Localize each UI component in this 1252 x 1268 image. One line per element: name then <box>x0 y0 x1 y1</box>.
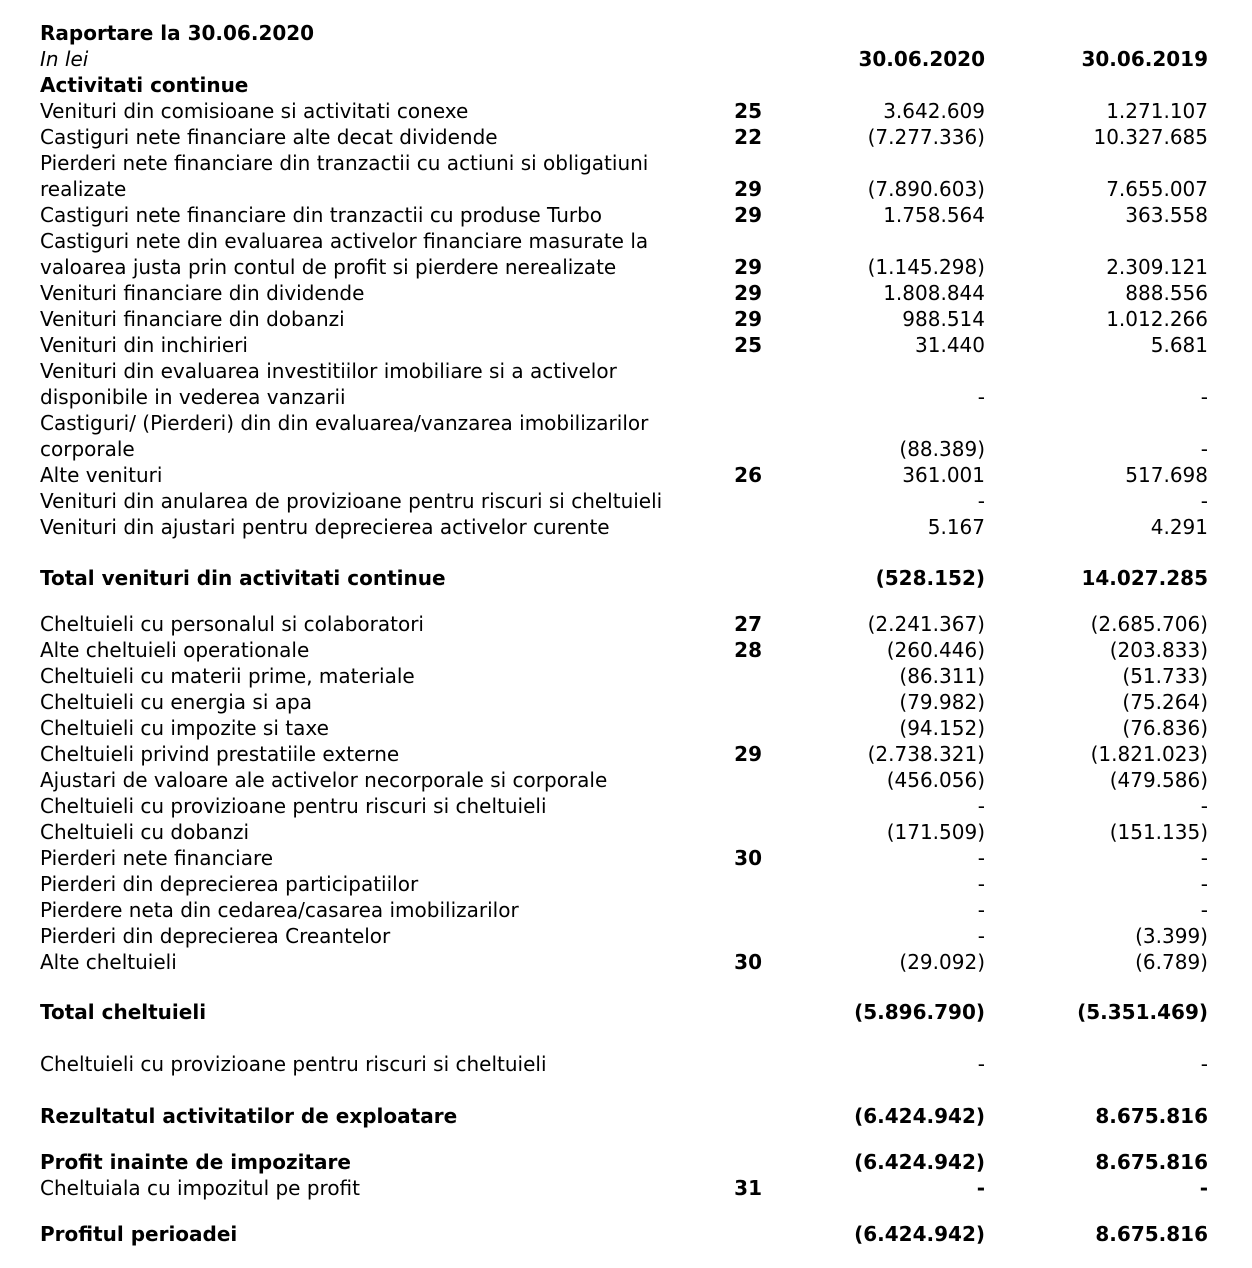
row-value-2019: (75.264) <box>1122 690 1208 714</box>
row-label: valoarea justa prin contul de profit si pierdere nerealizate <box>40 255 617 279</box>
row-value-2019: - <box>1200 489 1208 513</box>
row-value-2020: (6.424.942) <box>854 1222 985 1246</box>
row-value-2020: 361.001 <box>902 463 985 487</box>
row-value-2020: (456.056) <box>886 768 985 792</box>
row-value-2020: (171.509) <box>886 820 985 844</box>
row-value-2019: - <box>1200 794 1208 818</box>
table-row <box>0 280 1252 306</box>
table-row <box>0 384 1252 410</box>
row-note: 29 <box>734 255 762 279</box>
table-row <box>0 254 1252 280</box>
table-row <box>0 332 1252 358</box>
table-row <box>0 949 1252 975</box>
table-row <box>0 488 1252 514</box>
row-label: Total cheltuieli <box>40 1000 207 1024</box>
row-value-2020: - <box>977 898 985 922</box>
row-note: 26 <box>734 463 762 487</box>
row-value-2020: 3.642.609 <box>883 99 985 123</box>
row-value-2019: - <box>1200 872 1208 896</box>
row-note: 29 <box>734 307 762 331</box>
table-row <box>0 611 1252 637</box>
unit-label: In lei <box>40 47 89 71</box>
row-value-2020: (94.152) <box>899 716 985 740</box>
row-value-2020: (7.890.603) <box>867 177 985 201</box>
row-value-2019: 8.675.816 <box>1095 1104 1208 1128</box>
row-label: Cheltuiala cu impozitul pe profit <box>40 1176 360 1200</box>
row-value-2019: 4.291 <box>1150 515 1208 539</box>
row-value-2020: (260.446) <box>886 638 985 662</box>
row-label: Venituri din comisioane si activitati conexe <box>40 99 469 123</box>
row-label: Alte venituri <box>40 463 163 487</box>
row-value-2020: (5.896.790) <box>854 1000 985 1024</box>
table-row <box>0 715 1252 741</box>
row-note: 27 <box>734 612 762 636</box>
row-note: 30 <box>734 950 762 974</box>
row-value-2020: 988.514 <box>902 307 985 331</box>
table-row <box>0 845 1252 871</box>
row-value-2020: 1.758.564 <box>883 203 985 227</box>
row-label: Castiguri nete financiare din tranzactii cu produse Turbo <box>40 203 603 227</box>
row-label: Pierderi din deprecierea Creantelor <box>40 924 391 948</box>
row-value-2020: 31.440 <box>915 333 985 357</box>
table-row <box>0 793 1252 819</box>
row-value-2020: - <box>977 872 985 896</box>
row-value-2020: (79.982) <box>899 690 985 714</box>
row-label: corporale <box>40 437 135 461</box>
total-row <box>0 1221 1252 1247</box>
table-row <box>0 176 1252 202</box>
table-row <box>0 1175 1252 1201</box>
row-value-2019: 1.271.107 <box>1106 99 1208 123</box>
row-value-2019: 5.681 <box>1150 333 1208 357</box>
row-value-2019: (2.685.706) <box>1090 612 1208 636</box>
row-value-2019: 888.556 <box>1125 281 1208 305</box>
report-title: Raportare la 30.06.2020 <box>40 21 315 45</box>
table-row <box>0 741 1252 767</box>
row-note: 25 <box>734 99 762 123</box>
row-note: 28 <box>734 638 762 662</box>
row-note: 22 <box>734 125 762 149</box>
row-label: Total venituri din activitati continue <box>40 566 446 590</box>
row-note: 30 <box>734 846 762 870</box>
row-label: Venituri financiare din dividende <box>40 281 365 305</box>
row-value-2019: (151.135) <box>1109 820 1208 844</box>
row-label: Rezultatul activitatilor de exploatare <box>40 1104 458 1128</box>
total-row <box>0 1103 1252 1129</box>
row-value-2020: (6.424.942) <box>854 1104 985 1128</box>
row-label: Pierderi nete financiare din tranzactii cu actiuni si obligatiuni <box>40 151 649 175</box>
row-value-2020: (6.424.942) <box>854 1150 985 1174</box>
row-value-2020: - <box>976 1176 985 1200</box>
table-row <box>0 514 1252 540</box>
row-note: 29 <box>734 742 762 766</box>
row-note: 29 <box>734 177 762 201</box>
total-row <box>0 999 1252 1025</box>
table-row <box>0 410 1252 436</box>
row-label: Castiguri nete financiare alte decat dividende <box>40 125 498 149</box>
row-value-2019: 517.698 <box>1125 463 1208 487</box>
row-value-2019: (479.586) <box>1109 768 1208 792</box>
table-row <box>0 462 1252 488</box>
row-value-2019: (76.836) <box>1122 716 1208 740</box>
row-value-2019: (6.789) <box>1135 950 1208 974</box>
column-header-2019: 30.06.2019 <box>1081 47 1208 71</box>
row-label: Cheltuieli cu provizioane pentru riscuri si cheltuieli <box>40 794 547 818</box>
table-row <box>0 202 1252 228</box>
row-label: Pierdere neta din cedarea/casarea imobilizarilor <box>40 898 519 922</box>
row-label: realizate <box>40 177 127 201</box>
row-note: 29 <box>734 203 762 227</box>
row-value-2019: - <box>1200 898 1208 922</box>
section-title: Activitati continue <box>40 73 249 97</box>
row-label: Venituri din ajustari pentru deprecierea activelor curente <box>40 515 610 539</box>
unit-row <box>0 46 1252 72</box>
table-row <box>0 436 1252 462</box>
row-label: Cheltuieli cu dobanzi <box>40 820 249 844</box>
table-row <box>0 637 1252 663</box>
row-value-2020: (29.092) <box>899 950 985 974</box>
row-label: Cheltuieli cu impozite si taxe <box>40 716 329 740</box>
row-note: 25 <box>734 333 762 357</box>
row-value-2019: (3.399) <box>1135 924 1208 948</box>
row-label: Cheltuieli privind prestatiile externe <box>40 742 400 766</box>
row-value-2020: (86.311) <box>899 664 985 688</box>
row-value-2019: 10.327.685 <box>1093 125 1208 149</box>
row-label: Castiguri nete din evaluarea activelor financiare masurate la <box>40 229 649 253</box>
row-value-2019: - <box>1200 437 1208 461</box>
row-value-2019: (5.351.469) <box>1077 1000 1208 1024</box>
column-header-2020: 30.06.2020 <box>858 47 985 71</box>
row-value-2020: (7.277.336) <box>867 125 985 149</box>
table-row <box>0 124 1252 150</box>
row-label: disponibile in vederea vanzarii <box>40 385 346 409</box>
row-value-2019: 363.558 <box>1125 203 1208 227</box>
section-row <box>0 72 1252 98</box>
row-label: Pierderi din deprecierea participatiilor <box>40 872 419 896</box>
table-row <box>0 358 1252 384</box>
row-label: Venituri financiare din dobanzi <box>40 307 345 331</box>
row-label: Venituri din inchirieri <box>40 333 248 357</box>
report-title-row <box>0 20 1252 46</box>
table-row <box>0 98 1252 124</box>
row-value-2019: 7.655.007 <box>1106 177 1208 201</box>
row-value-2020: (2.241.367) <box>867 612 985 636</box>
table-row <box>0 228 1252 254</box>
row-value-2019: - <box>1200 1052 1208 1076</box>
row-value-2019: 1.012.266 <box>1106 307 1208 331</box>
row-value-2020: (2.738.321) <box>867 742 985 766</box>
row-value-2020: 1.808.844 <box>883 281 985 305</box>
row-value-2019: - <box>1200 846 1208 870</box>
row-value-2019: (1.821.023) <box>1090 742 1208 766</box>
row-note: 29 <box>734 281 762 305</box>
table-row <box>0 819 1252 845</box>
row-value-2019: 2.309.121 <box>1106 255 1208 279</box>
row-value-2020: - <box>977 1052 985 1076</box>
row-label: Pierderi nete financiare <box>40 846 274 870</box>
row-label: Cheltuieli cu materii prime, materiale <box>40 664 415 688</box>
row-label: Profit inainte de impozitare <box>40 1150 351 1174</box>
row-value-2019: (203.833) <box>1109 638 1208 662</box>
row-value-2020: - <box>977 385 985 409</box>
row-label: Cheltuieli cu personalul si colaboratori <box>40 612 424 636</box>
row-value-2019: - <box>1200 385 1208 409</box>
row-value-2019: - <box>1199 1176 1208 1200</box>
table-row <box>0 150 1252 176</box>
row-label: Profitul perioadei <box>40 1222 238 1246</box>
row-label: Venituri din anularea de provizioane pentru riscuri si cheltuieli <box>40 489 663 513</box>
table-row <box>0 767 1252 793</box>
row-value-2020: (88.389) <box>899 437 985 461</box>
row-label: Venituri din evaluarea investitiilor imobiliare si a activelor <box>40 359 617 383</box>
row-value-2020: - <box>977 924 985 948</box>
total-row <box>0 1149 1252 1175</box>
table-row <box>0 923 1252 949</box>
row-label: Cheltuieli cu provizioane pentru riscuri si cheltuieli <box>40 1052 547 1076</box>
row-label: Alte cheltuieli <box>40 950 177 974</box>
table-row <box>0 871 1252 897</box>
row-value-2020: - <box>977 794 985 818</box>
row-note: 31 <box>734 1176 762 1200</box>
table-row <box>0 897 1252 923</box>
table-row <box>0 1051 1252 1077</box>
row-value-2019: 8.675.816 <box>1095 1222 1208 1246</box>
row-value-2020: (1.145.298) <box>867 255 985 279</box>
row-value-2019: 14.027.285 <box>1081 566 1208 590</box>
total-row <box>0 565 1252 591</box>
row-label: Castiguri/ (Pierderi) din din evaluarea/vanzarea imobilizarilor <box>40 411 649 435</box>
row-value-2020: - <box>977 846 985 870</box>
table-row <box>0 689 1252 715</box>
row-label: Cheltuieli cu energia si apa <box>40 690 312 714</box>
row-label: Alte cheltuieli operationale <box>40 638 310 662</box>
row-value-2019: (51.733) <box>1122 664 1208 688</box>
row-value-2020: 5.167 <box>927 515 985 539</box>
table-row <box>0 306 1252 332</box>
row-label: Ajustari de valoare ale activelor necorporale si corporale <box>40 768 608 792</box>
row-value-2020: (528.152) <box>875 566 985 590</box>
row-value-2020: - <box>977 489 985 513</box>
table-row <box>0 663 1252 689</box>
row-value-2019: 8.675.816 <box>1095 1150 1208 1174</box>
